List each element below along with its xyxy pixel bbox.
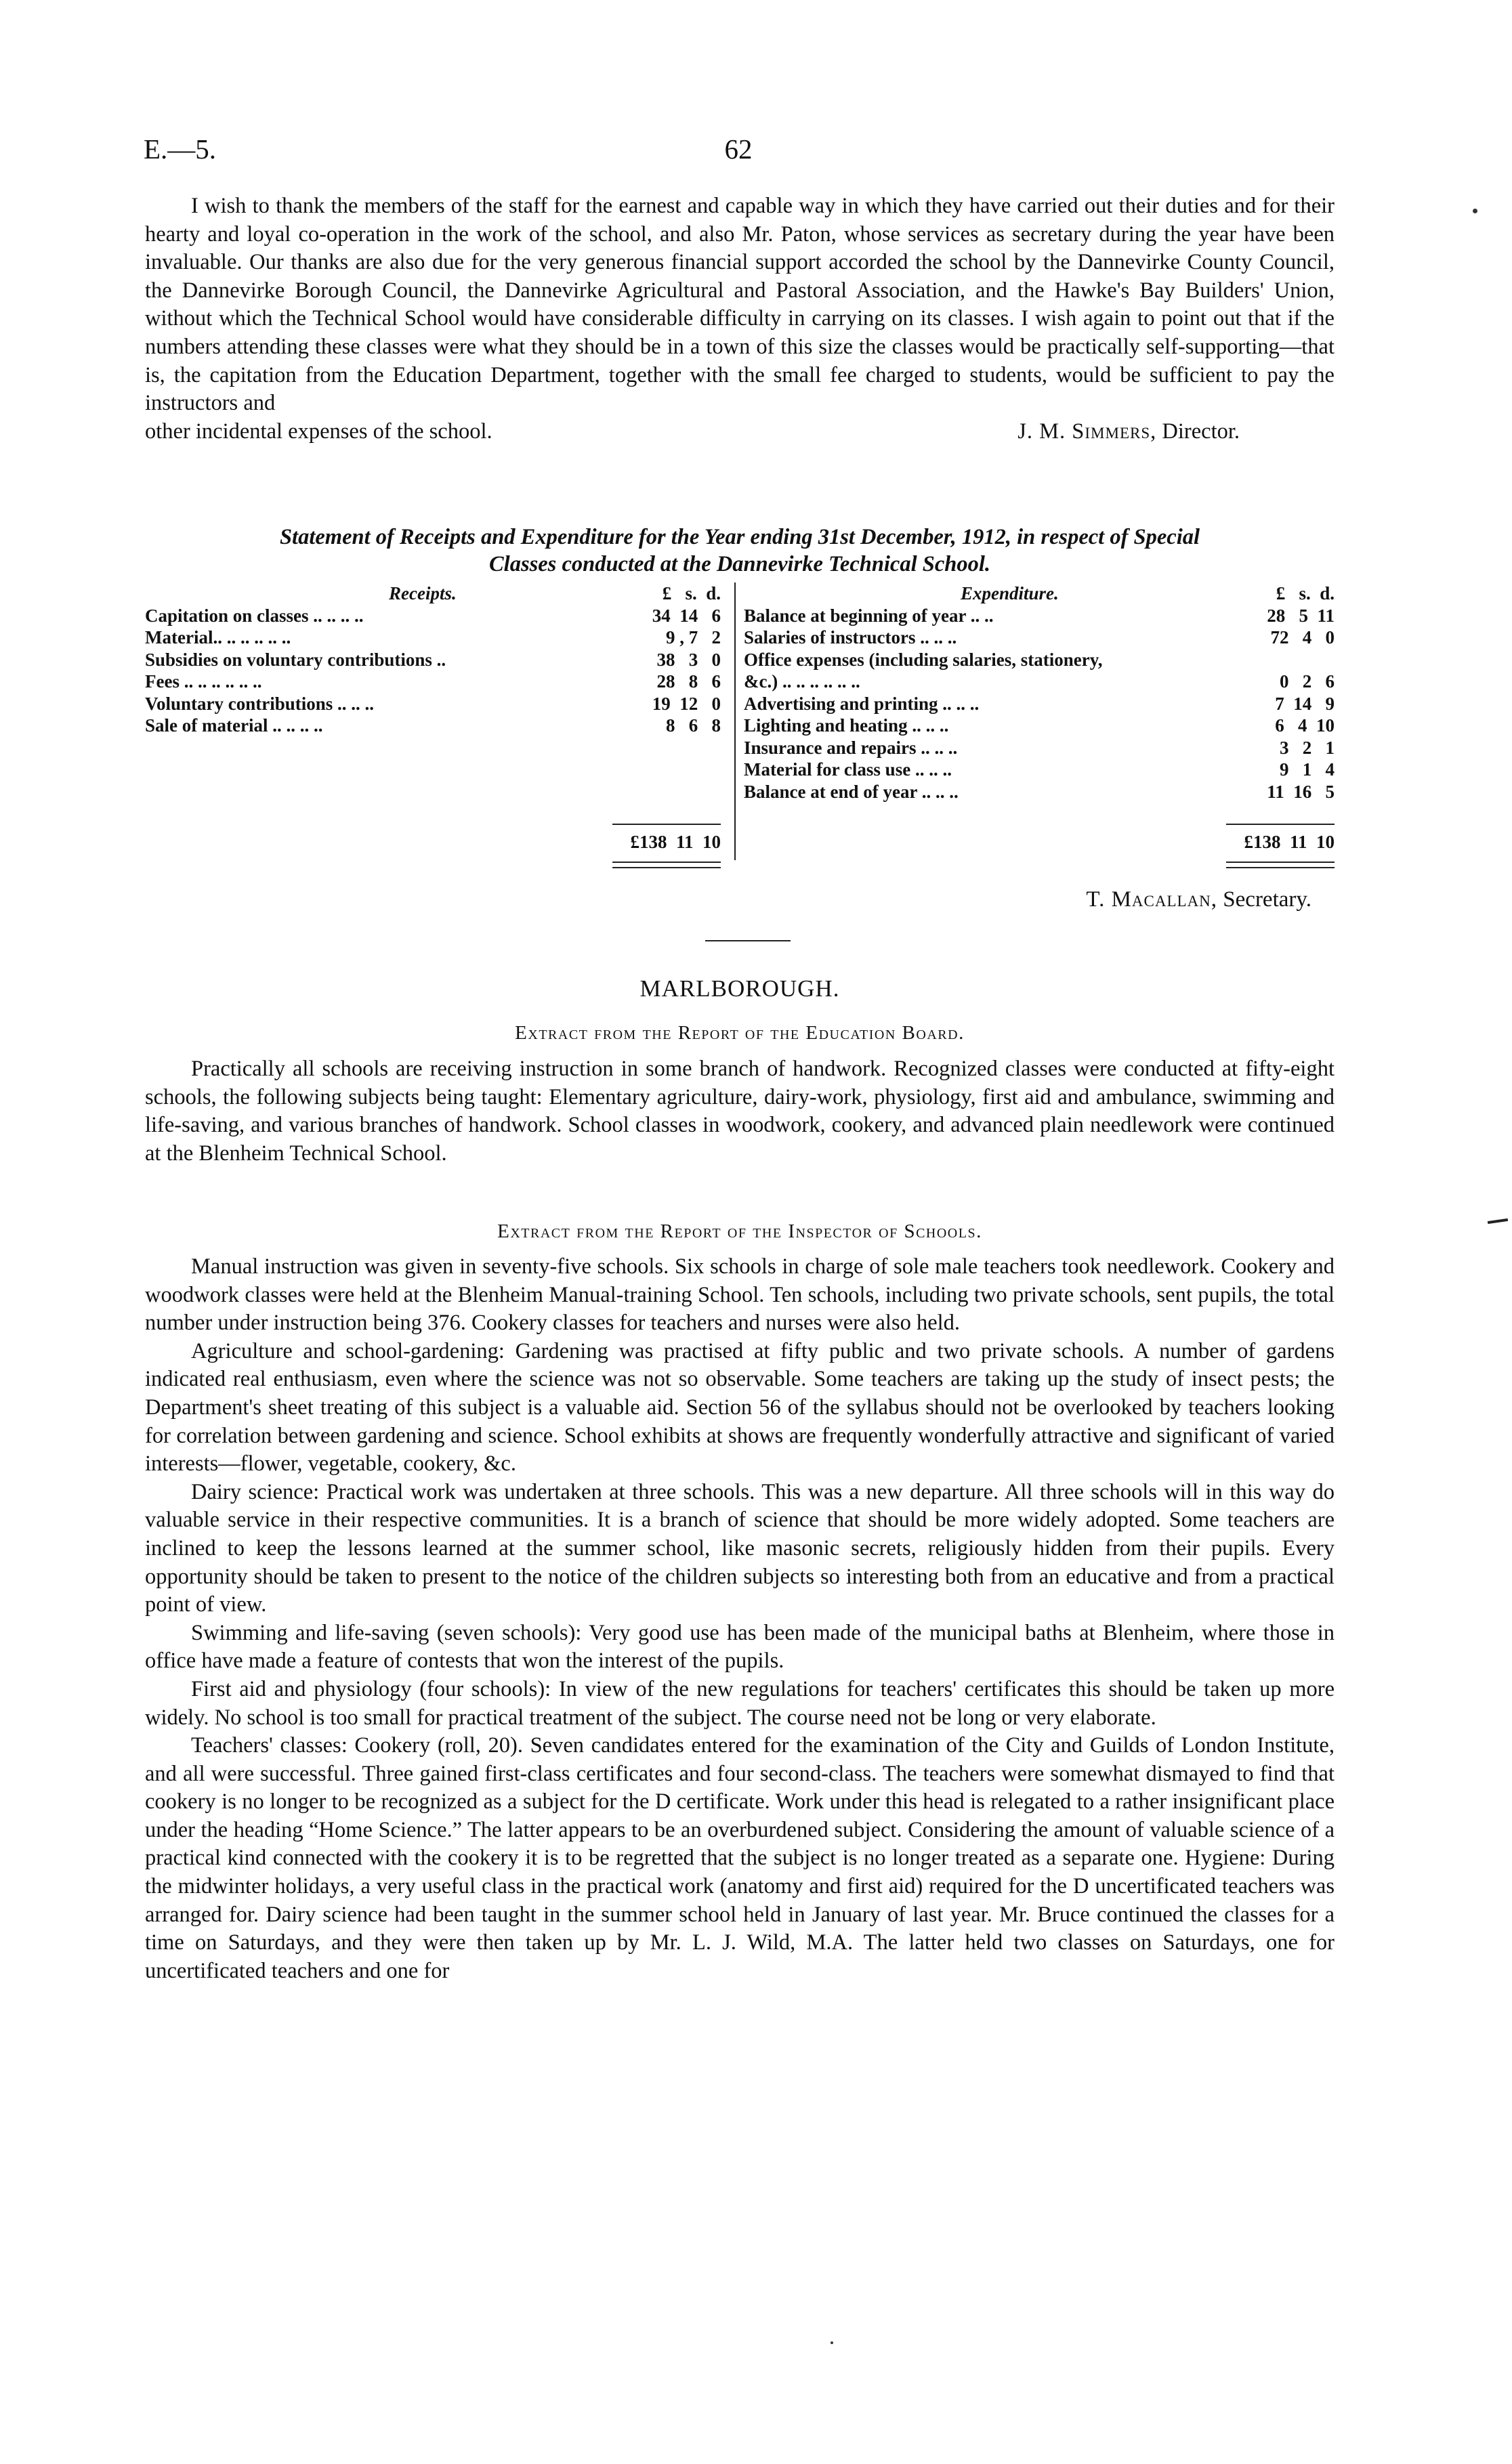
expenditure-amount: 7 14 9 bbox=[1275, 693, 1335, 714]
expenditure-amount: 3 2 1 bbox=[1280, 737, 1335, 758]
expenditure-column bbox=[744, 582, 1335, 803]
expenditure-header-row bbox=[744, 582, 1335, 605]
section-divider bbox=[705, 940, 791, 941]
expenditure-item: Balance at beginning of year .. .. bbox=[744, 605, 994, 626]
expenditure-row bbox=[744, 605, 1335, 627]
receipts-currency-header: £ s. d. bbox=[662, 583, 721, 603]
expenditure-amount: 72 4 0 bbox=[1270, 627, 1335, 647]
expenditure-amount: 9 1 4 bbox=[1280, 759, 1335, 780]
section-title: MARLBOROUGH. bbox=[639, 975, 840, 1002]
inspector-paragraph: Agriculture and school-gardening: Gardening was practised at fifty public and two private schools. A number of gardens indicated real enthusiasm, even where the science was not so observable. Some teachers are taking up the study of insect pests; the Department's sheet treating of this subject is a valuable aid. Section 56 of the syllabus should not be overlooked by teachers looking for correlation between gardening and science. School exhibits at shows are frequently wonderfully attractive and significant of varied interests—flower, vegetable, cookery, &c. bbox=[145, 1338, 1335, 1477]
secretary-title: Secretary. bbox=[1223, 887, 1311, 912]
receipt-row bbox=[145, 671, 721, 693]
expenditure-row bbox=[744, 715, 1335, 737]
page-header bbox=[135, 133, 1341, 173]
inspector-extract-heading: Extract from the Report of the Inspector of Schools. bbox=[497, 1220, 982, 1242]
paper-speck bbox=[831, 2341, 833, 2344]
receipt-row bbox=[145, 693, 721, 715]
inspector-paragraph: First aid and physiology (four schools): In view of the new regulations for teachers' certificates this should be taken up more widely. No school is too small for practical treatment of the subject. The course need not be long or very elaborate. bbox=[145, 1676, 1335, 1730]
expenditure-row bbox=[744, 649, 1335, 671]
expenditure-heading: Expenditure. bbox=[961, 583, 1059, 603]
expenditure-row bbox=[744, 693, 1335, 715]
expenditure-total: £138 11 10 bbox=[1244, 832, 1335, 852]
expenditure-sum-rule bbox=[1226, 824, 1335, 825]
receipt-row bbox=[145, 715, 721, 737]
expenditure-amount: 6 4 10 bbox=[1275, 715, 1335, 736]
expenditure-row bbox=[744, 759, 1335, 781]
inspector-paragraph: Teachers' classes: Cookery (roll, 20). Seven candidates entered for the examination of the City and Guilds of London Institute, and all were successful. Three gained first-class certificates and four second-class. The teachers were somewhat dismayed to find that cookery is no longer to be recognized as a subject for the D certificate. Work under this head is relegated to a rather insignificant place under the heading “Home Science.” The latter appears to be an overburdened subject. Considering the amount of valuable science of a practical kind connected with the cookery it is to be regretted that the subject is no longer treated as a separate one. Hygiene: During the midwinter holidays, a very useful class in the practical work (anatomy and first aid) required for the D uncertificated teachers was arranged for. Dairy science had been taught in the summer school held in January of last year. Mr. Bruce continued the classes for a time on Saturdays, and they were then taken up by Mr. L. J. Wild, M.A. The latter held two classes on Saturdays, one for uncertificated teachers and one for bbox=[145, 1733, 1335, 1983]
statement-title-line-2: Classes conducted at the Dannevirke Technical School. bbox=[489, 552, 990, 576]
statement-title-line-1: Statement of Receipts and Expenditure for the Year ending 31st December, 1912, in respect of Special bbox=[279, 525, 1200, 549]
expenditure-item: Advertising and printing .. .. .. bbox=[744, 693, 980, 714]
receipt-row bbox=[145, 626, 721, 649]
expenditure-item: Insurance and repairs .. .. .. bbox=[744, 737, 958, 758]
expenditure-item: Material for class use .. .. .. bbox=[744, 759, 952, 780]
receipt-row bbox=[145, 649, 721, 671]
receipt-amount: 19 12 0 bbox=[652, 693, 721, 714]
secretary-name: T. Macallan, bbox=[1086, 887, 1218, 912]
inspector-paragraph: Manual instruction was given in seventy-five schools. Six schools in charge of sole male teachers took needlework. Cookery and woodwork classes were held at the Blenheim Manual-training School. Ten schools, including two private schools, sent pupils, the total number under instruction being 376. Cookery classes for teachers and nurses were also held. bbox=[145, 1254, 1335, 1336]
expenditure-double-rule bbox=[1226, 867, 1335, 868]
column-divider bbox=[734, 582, 736, 860]
director-title: Director. bbox=[1162, 419, 1240, 444]
expenditure-item: Salaries of instructors .. .. .. bbox=[744, 627, 957, 647]
expenditure-amount: 0 2 6 bbox=[1280, 671, 1335, 692]
expenditure-row bbox=[744, 626, 1335, 649]
margin-mark bbox=[1488, 1218, 1508, 1224]
receipt-amount: 8 6 8 bbox=[666, 715, 721, 736]
receipts-sum-rule bbox=[612, 824, 721, 825]
receipt-amount: 9 , 7 2 bbox=[666, 627, 721, 647]
expenditure-item: Lighting and heating .. .. .. bbox=[744, 715, 949, 736]
receipts-double-rule bbox=[612, 867, 721, 868]
receipts-column bbox=[145, 582, 721, 737]
inspector-paragraph: Swimming and life-saving (seven schools): Very good use has been made of the municipal baths at Blenheim, where those in office have made a feature of contests that won the interest of the pupils. bbox=[145, 1620, 1335, 1674]
margin-speck bbox=[1473, 209, 1477, 213]
receipts-total: £138 11 10 bbox=[630, 832, 721, 852]
board-report bbox=[145, 1055, 1335, 1168]
receipt-item: Fees .. .. .. .. .. .. bbox=[145, 671, 262, 692]
receipt-row bbox=[145, 605, 721, 627]
receipts-heading: Receipts. bbox=[389, 583, 457, 603]
expenditure-currency-header: £ s. d. bbox=[1276, 583, 1335, 603]
expenditure-row bbox=[744, 671, 1335, 693]
receipt-amount: 38 3 0 bbox=[656, 649, 721, 670]
inspector-paragraph: Dairy science: Practical work was undertaken at three schools. This was a new departure. All three schools will in this way do valuable service in their respective communities. It is a branch of science that should be more widely adopted. Some teachers are inclined to keep the lessons learned at the summer school, like masonic secrets, religiously hidden from their pupils. Every opportunity should be taken to present to the notice of the children subjects so interesting both from an educative and from a practical point of view. bbox=[145, 1479, 1335, 1617]
receipts-header-row bbox=[145, 582, 721, 605]
expenditure-row bbox=[744, 737, 1335, 759]
expenditure-item: Balance at end of year .. .. .. bbox=[744, 781, 959, 802]
receipt-item: Subsidies on voluntary contributions .. bbox=[145, 649, 446, 670]
inspector-report bbox=[145, 1253, 1335, 1985]
expenditure-item: Office expenses (including salaries, stationery, bbox=[744, 649, 1103, 670]
director-name: J. M. Simmers, bbox=[1017, 419, 1157, 444]
signature-line bbox=[145, 418, 1335, 446]
intro-section bbox=[145, 192, 1335, 446]
intro-paragraph: I wish to thank the members of the staff for the earnest and capable way in which they have carried out their duties and for their hearty and loyal co-operation in the work of the school, and also Mr. Paton, whose services as secretary during the year have been invaluable. Our thanks are also due for the very generous financial support accorded the school by the Dannevirke County Council, the Dannevirke Borough Council, the Dannevirke Agricultural and Pastoral Association, and the Hawke's Bay Builders' Union, without which the Technical School would have considerable difficulty in carrying on its classes. I wish again to point out that if the numbers attending these classes were what they should be in a town of this size the classes would be practically self-supporting—that is, the capitation from the Education Department, together with the small fee charged to students, would be sufficient to pay the instructors and bbox=[145, 194, 1335, 416]
secretary-signature bbox=[813, 887, 1311, 912]
expenditure-item: &c.) .. .. .. .. .. .. bbox=[744, 671, 860, 692]
expenditure-amount: 28 5 11 bbox=[1267, 605, 1335, 626]
receipt-item: Voluntary contributions .. .. .. bbox=[145, 693, 375, 714]
receipt-amount: 28 8 6 bbox=[656, 671, 721, 692]
receipt-item: Capitation on classes .. .. .. .. bbox=[145, 605, 364, 626]
director-signature bbox=[1017, 418, 1335, 446]
intro-last-line: other incidental expenses of the school. bbox=[145, 419, 492, 444]
board-extract-heading: Extract from the Report of the Education Board. bbox=[515, 1022, 965, 1044]
page-number: 62 bbox=[724, 133, 753, 165]
receipt-item: Sale of material .. .. .. .. bbox=[145, 715, 323, 736]
receipts-double-rule bbox=[612, 862, 721, 863]
document-reference: E.—5. bbox=[144, 133, 217, 165]
receipt-amount: 34 14 6 bbox=[652, 605, 721, 626]
accounts-table bbox=[145, 582, 1335, 894]
receipt-item: Material.. .. .. .. .. .. bbox=[145, 627, 291, 647]
statement-title bbox=[145, 524, 1335, 578]
expenditure-double-rule bbox=[1226, 862, 1335, 863]
expenditure-row bbox=[744, 781, 1335, 803]
expenditure-amount: 11 16 5 bbox=[1267, 781, 1335, 802]
board-paragraph: Practically all schools are receiving instruction in some branch of handwork. Recognized classes were conducted at fifty-eight schools, the following subjects being taught: Elementary agriculture, dairy-work, physiology, first aid and ambulance, swimming and life-saving, and various branches of handwork. School classes in woodwork, cookery, and advanced plain needlework were continued at the Blenheim Technical School. bbox=[145, 1057, 1335, 1166]
